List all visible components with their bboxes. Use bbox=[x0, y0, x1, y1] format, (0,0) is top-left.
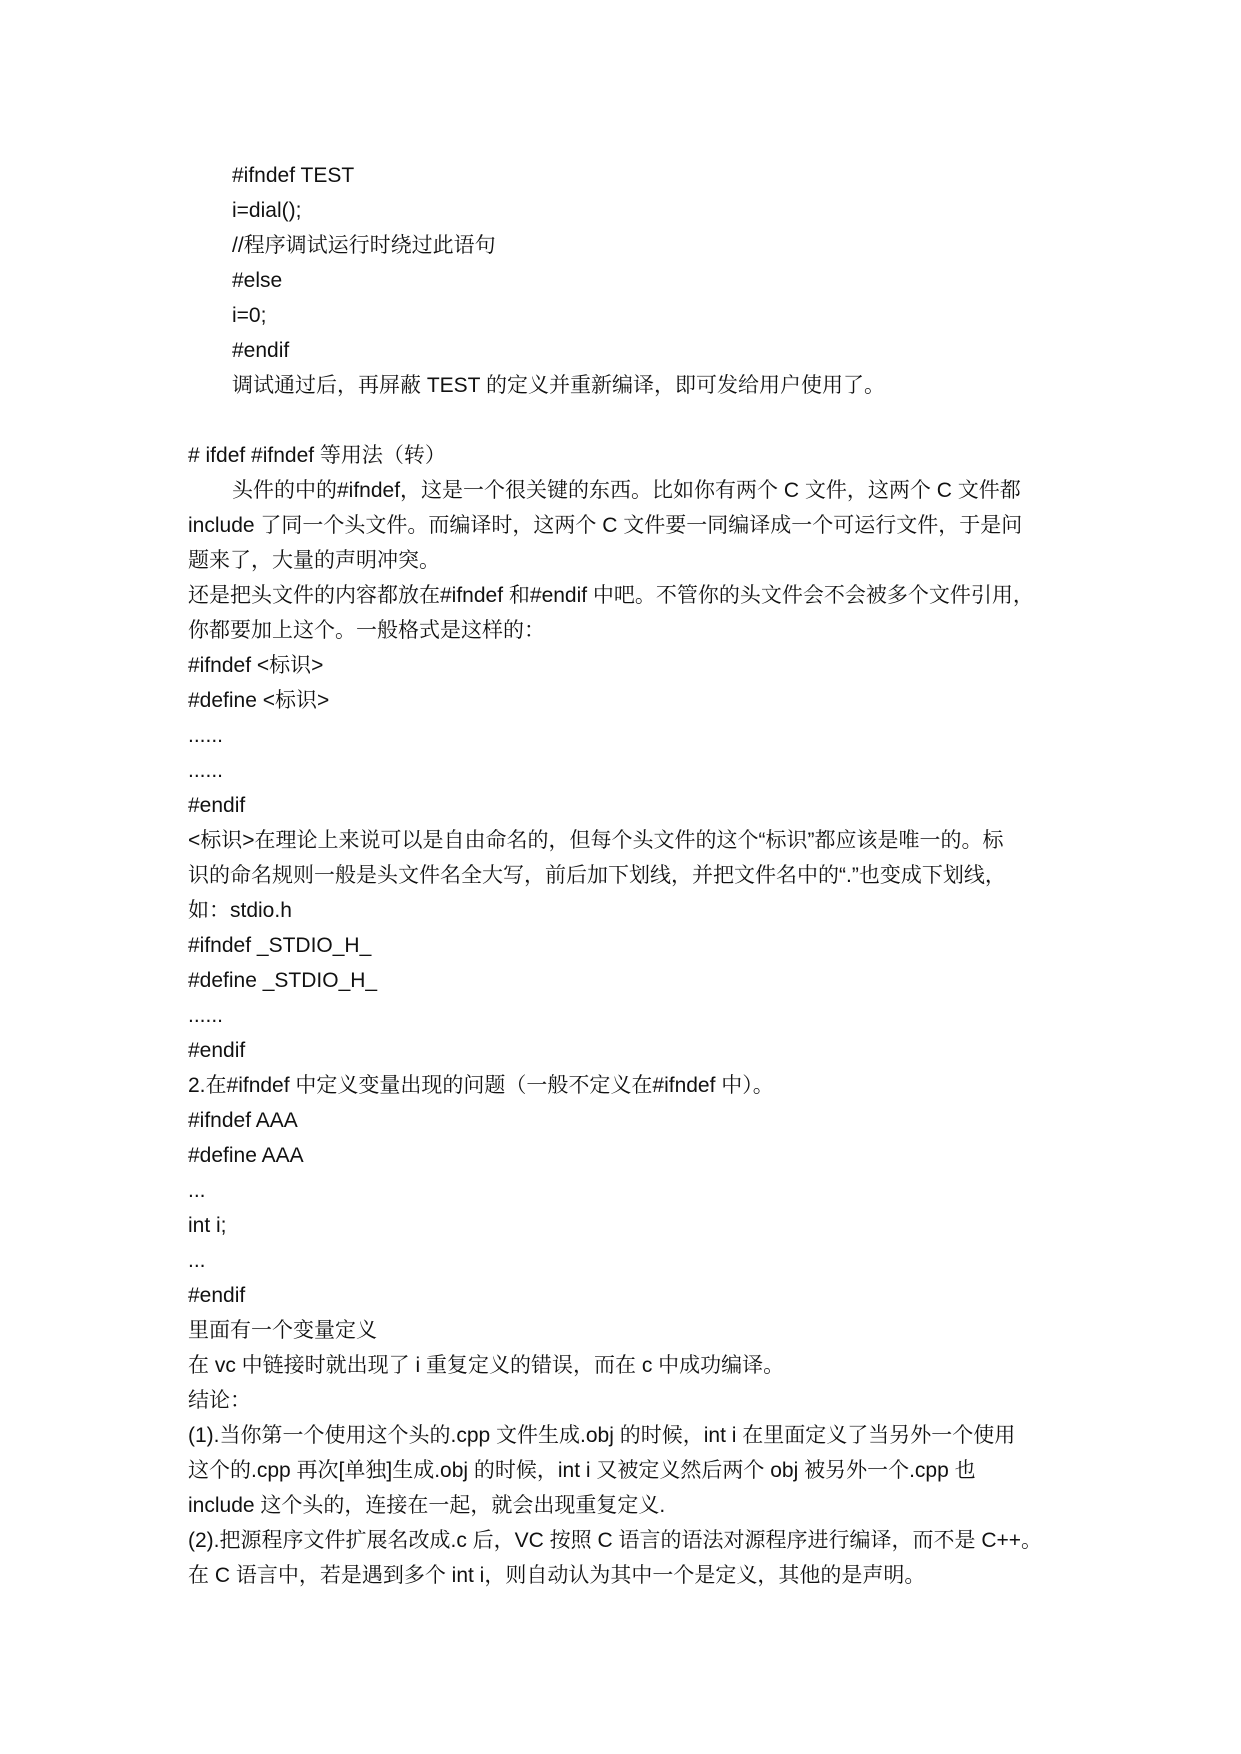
text-line: 结论： bbox=[188, 1389, 251, 1412]
text-line: 你都要加上这个。一般格式是这样的： bbox=[188, 619, 545, 642]
text-line: ... bbox=[188, 1249, 206, 1272]
text-line: 识的命名规则一般是头文件名全大写，前后加下划线，并把文件名中的“.”也变成下划线， bbox=[188, 864, 1006, 887]
text-line: #define _STDIO_H_ bbox=[188, 969, 378, 992]
text-line: #endif bbox=[188, 1284, 246, 1307]
text-line: #ifndef TEST bbox=[232, 164, 355, 187]
text-line: <标识>在理论上来说可以是自由命名的，但每个头文件的这个“标识”都应该是唯一的。标 bbox=[188, 829, 1004, 852]
text-line: (2).把源程序文件扩展名改成.c 后，VC 按照 C 语言的语法对源程序进行编译，而不是 C++。 bbox=[188, 1529, 1043, 1552]
text-line: 在 vc 中链接时就出现了 i 重复定义的错误，而在 c 中成功编译。 bbox=[188, 1354, 785, 1377]
text-line: 题来了，大量的声明冲突。 bbox=[188, 549, 440, 572]
text-line: #endif bbox=[188, 1039, 246, 1062]
text-line: ...... bbox=[188, 759, 224, 782]
document-body bbox=[188, 158, 1056, 1593]
text-line: 这个的.cpp 再次[单独]生成.obj 的时候，int i 又被定义然后两个 obj 被另外一个.cpp 也 bbox=[188, 1459, 976, 1482]
text-line: i=dial(); bbox=[232, 199, 302, 222]
text-line: #else bbox=[232, 269, 283, 292]
text-line: #define <标识> bbox=[188, 689, 330, 712]
text-line: i=0; bbox=[232, 304, 267, 327]
text-line: ...... bbox=[188, 1004, 224, 1027]
text-line: 里面有一个变量定义 bbox=[188, 1319, 377, 1342]
text-line: //程序调试运行时绕过此语句 bbox=[232, 234, 496, 257]
text-line: 头件的中的#ifndef，这是一个很关键的东西。比如你有两个 C 文件，这两个 C 文件都 bbox=[232, 479, 1021, 502]
text-line: #ifndef AAA bbox=[188, 1109, 298, 1132]
blank-line bbox=[188, 403, 1056, 438]
text-line: include 这个头的，连接在一起，就会出现重复定义. bbox=[188, 1494, 666, 1517]
text-line: 在 C 语言中，若是遇到多个 int i，则自动认为其中一个是定义，其他的是声明。 bbox=[188, 1564, 926, 1587]
text-line: ... bbox=[188, 1179, 206, 1202]
text-line: #endif bbox=[232, 339, 290, 362]
text-line: (1).当你第一个使用这个头的.cpp 文件生成.obj 的时候，int i 在里面定义了当另外一个使用 bbox=[188, 1424, 1016, 1447]
text-line: #ifndef _STDIO_H_ bbox=[188, 934, 372, 957]
text-line: int i; bbox=[188, 1214, 227, 1237]
text-line: #define AAA bbox=[188, 1144, 304, 1167]
text-line: 调试通过后，再屏蔽 TEST 的定义并重新编译，即可发给用户使用了。 bbox=[232, 374, 885, 397]
text-line: 还是把头文件的内容都放在#ifndef 和#endif 中吧。不管你的头文件会不会被多个文件引用， bbox=[188, 584, 1034, 607]
text-line: 如：stdio.h bbox=[188, 899, 292, 922]
text-line: ...... bbox=[188, 724, 224, 747]
text-line: #ifndef <标识> bbox=[188, 654, 324, 677]
text-line: include 了同一个头文件。而编译时，这两个 C 文件要一同编译成一个可运行文件，于是问 bbox=[188, 514, 1023, 537]
text-line: #endif bbox=[188, 794, 246, 817]
text-line: # ifdef #ifndef 等用法（转） bbox=[188, 444, 446, 467]
text-line: 2.在#ifndef 中定义变量出现的问题（一般不定义在#ifndef 中）。 bbox=[188, 1074, 774, 1097]
